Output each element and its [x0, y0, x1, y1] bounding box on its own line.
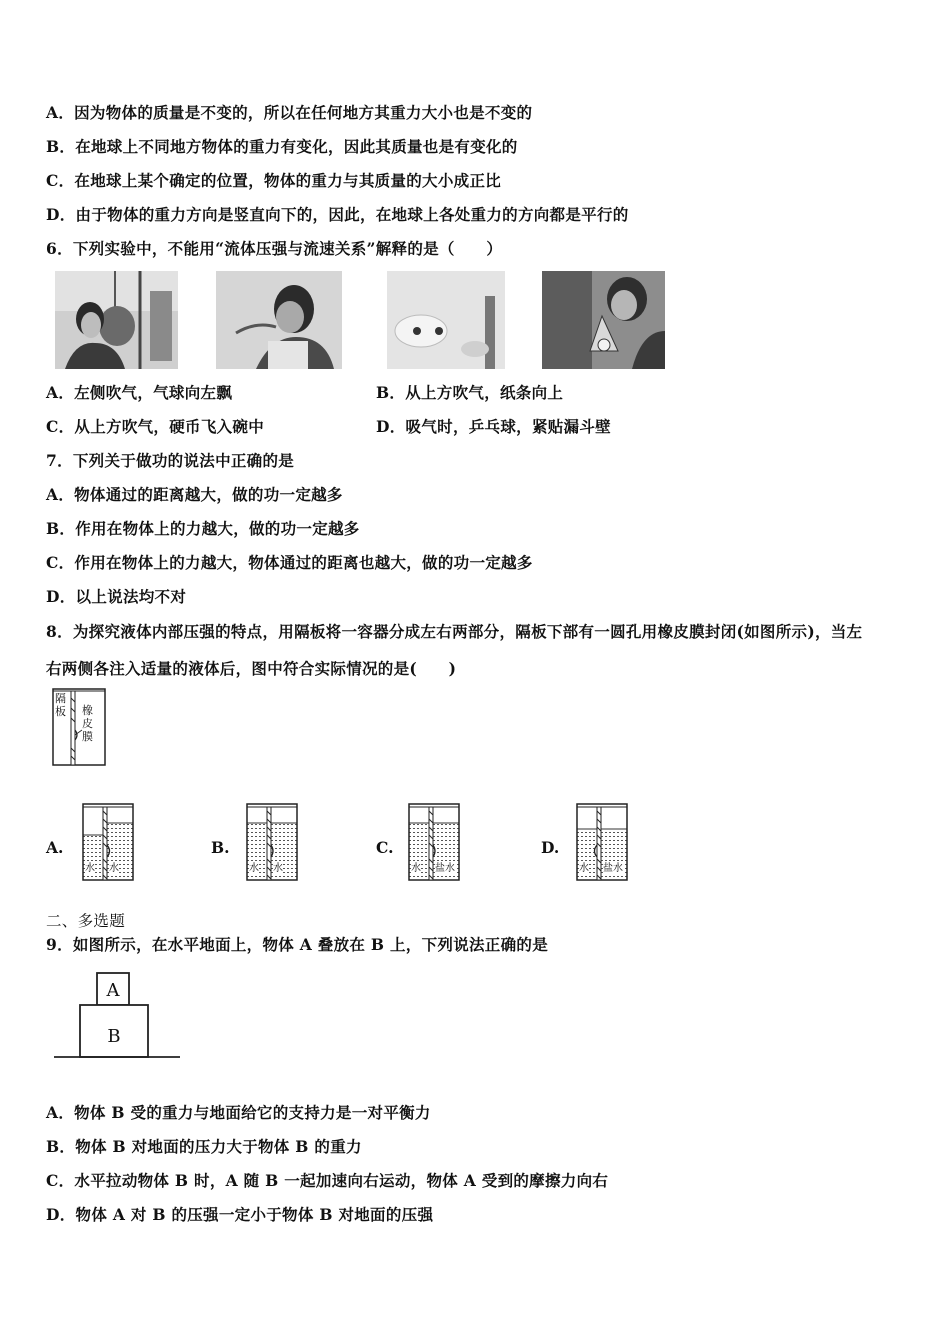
q7-option-b: B．作用在物体上的力越大，做的功一定越多	[46, 519, 360, 538]
q8-stem-line2: 右两侧各注入适量的液体后，图中符合实际情况的是( )	[46, 659, 457, 678]
q8-option-b-figure	[246, 803, 298, 881]
section-title-multiple-choice: 二、多选题	[46, 912, 126, 930]
q8-option-c-label: C.	[376, 838, 394, 857]
q7-option-d: D．以上说法均不对	[46, 587, 187, 606]
q8-option-b-left-liquid: 水	[249, 863, 259, 874]
q6-photo-funnel	[542, 271, 665, 369]
q9-block-a-label: A	[106, 980, 120, 1001]
q6-photo-paper-strip	[216, 271, 342, 369]
q8-option-c-right-liquid: 盐水	[435, 863, 455, 874]
q8-partition-label: 隔板	[55, 692, 66, 718]
q9-stem: 9．如图所示，在水平地面上，物体 A 叠放在 B 上，下列说法正确的是	[46, 935, 548, 954]
q8-option-d-figure	[576, 803, 628, 881]
q9-option-d: D．物体 A 对 B 的压强一定小于物体 B 对地面的压强	[46, 1205, 434, 1224]
q9-block-b-label: B	[107, 1026, 121, 1047]
q9-blocks-figure	[52, 970, 182, 1062]
q8-option-b-label: B.	[211, 838, 230, 857]
q8-option-a-right-liquid: 水	[109, 863, 119, 874]
q8-option-b-right-liquid: 水	[273, 863, 283, 874]
q6-option-c: C．从上方吹气，硬币飞入碗中	[46, 417, 265, 436]
q8-option-d-label: D.	[541, 838, 560, 857]
q6-option-b: B．从上方吹气，纸条向上	[376, 383, 564, 402]
q8-option-a-figure	[82, 803, 134, 881]
q7-stem: 7．下列关于做功的说法中正确的是	[46, 451, 295, 470]
q8-option-d-right-liquid: 盐水	[603, 863, 623, 874]
q6-option-d: D．吸气时，乒乓球，紧贴漏斗壁	[376, 417, 611, 436]
q7-option-c: C．作用在物体上的力越大，物体通过的距离也越大，做的功一定越多	[46, 553, 533, 572]
q5-option-b: B．在地球上不同地方物体的重力有变化，因此其质量也是有变化的	[46, 137, 518, 156]
q9-option-c: C．水平拉动物体 B 时，A 随 B 一起加速向右运动，物体 A 受到的摩擦力向右	[46, 1171, 609, 1190]
q8-membrane-label: 橡皮膜	[82, 704, 93, 743]
q8-option-c-figure	[408, 803, 460, 881]
q9-option-b: B．物体 B 对地面的压力大于物体 B 的重力	[46, 1137, 362, 1156]
q6-photo-coin-bowl	[387, 271, 505, 369]
q8-option-a-label: A.	[46, 838, 64, 857]
q6-option-a: A．左侧吹气，气球向左飘	[46, 383, 233, 402]
q5-option-c: C．在地球上某个确定的位置，物体的重力与其质量的大小成正比	[46, 171, 502, 190]
q6-stem: 6．下列实验中，不能用“流体压强与流速关系”解释的是（ ）	[46, 239, 503, 258]
q8-container-figure	[52, 688, 106, 766]
q8-option-a-left-liquid: 水	[85, 863, 95, 874]
q5-option-a: A．因为物体的质量是不变的，所以在任何地方其重力大小也是不变的	[46, 103, 533, 122]
q8-option-c-left-liquid: 水	[411, 863, 421, 874]
q9-option-a: A．物体 B 受的重力与地面给它的支持力是一对平衡力	[46, 1103, 431, 1122]
q6-photo-balloon	[55, 271, 178, 369]
q7-option-a: A．物体通过的距离越大，做的功一定越多	[46, 485, 343, 504]
q8-option-d-left-liquid: 水	[579, 863, 589, 874]
q5-option-d: D．由于物体的重力方向是竖直向下的，因此，在地球上各处重力的方向都是平行的	[46, 205, 629, 224]
q8-stem-line1: 8．为探究液体内部压强的特点，用隔板将一容器分成左右两部分，隔板下部有一圆孔用橡皮膜封闭(如图所示)，当左	[46, 622, 863, 641]
